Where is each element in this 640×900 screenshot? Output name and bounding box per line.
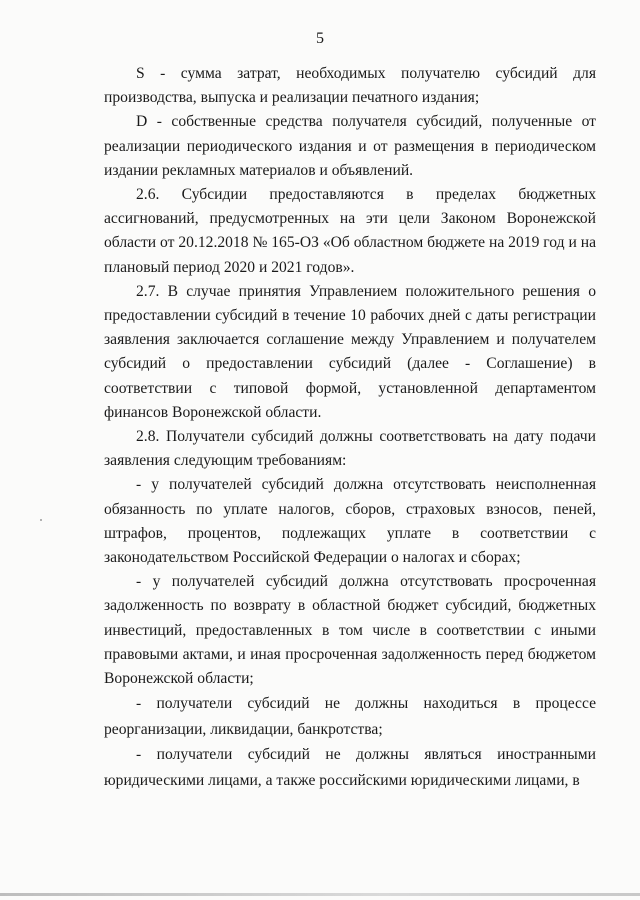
paragraph-2-8: 2.8. Получатели субсидий должны соответствовать на дату подачи заявления следующим требованиям: xyxy=(104,428,596,470)
paragraph-formula-d: D - собственные средства получателя субсидий, полученные от реализации периодического издания и от размещения в периодическом издании рекламных материалов и объявлений. xyxy=(104,113,596,179)
requirement-debt: - у получателей субсидий должна отсутствовать просроченная задолженность по возврату в областной бюджет субсидий, бюджетных инвестиций, предоставленных в том числе в соответствии с иными правовыми актами, и иная просроченная задолженность перед бюджетом Воронежской области; xyxy=(104,573,596,688)
requirement-foreign-entities: - получатели субсидий не должны являться иностранными юридическими лицами, а также российскими юридическими лицами, в xyxy=(104,746,596,789)
paragraph-2-6: 2.6. Субсидии предоставляются в пределах бюджетных ассигнований, предусмотренных на эти цели Законом Воронежской области от 20.12.2018 № 165-ОЗ «Об областном бюджете на 2019 год и на плановый период 2020 и 2021 годов». xyxy=(104,186,596,276)
scan-speck xyxy=(40,519,42,521)
requirement-taxes: - у получателей субсидий должна отсутствовать неисполненная обязанность по уплате налогов, сборов, страховых взносов, пеней, штрафов, процентов, подлежащих уплате в соответствии с законодательством Российской Федерации о налогах и сборах; xyxy=(104,476,596,567)
paragraph-2-7: 2.7. В случае принятия Управлением положительного решения о предоставлении субсидий в течение 10 рабочих дней с даты регистрации заявления заключается соглашение между Управлением и получателем субсидий о предоставлении субсидий (далее - Соглашение) в соответствии с типовой формой, установленной департаментом финансов Воронежской области. xyxy=(104,282,596,421)
document-body xyxy=(104,62,596,793)
paragraph-formula-s: S - сумма затрат, необходимых получателю субсидий для производства, выпуска и реализации печатного издания; xyxy=(104,65,596,107)
scan-bottom-edge xyxy=(0,893,640,896)
page-number: 5 xyxy=(316,30,324,47)
requirement-reorganization: - получатели субсидий не должны находиться в процессе реорганизации, ликвидации, банкротства; xyxy=(104,695,596,738)
